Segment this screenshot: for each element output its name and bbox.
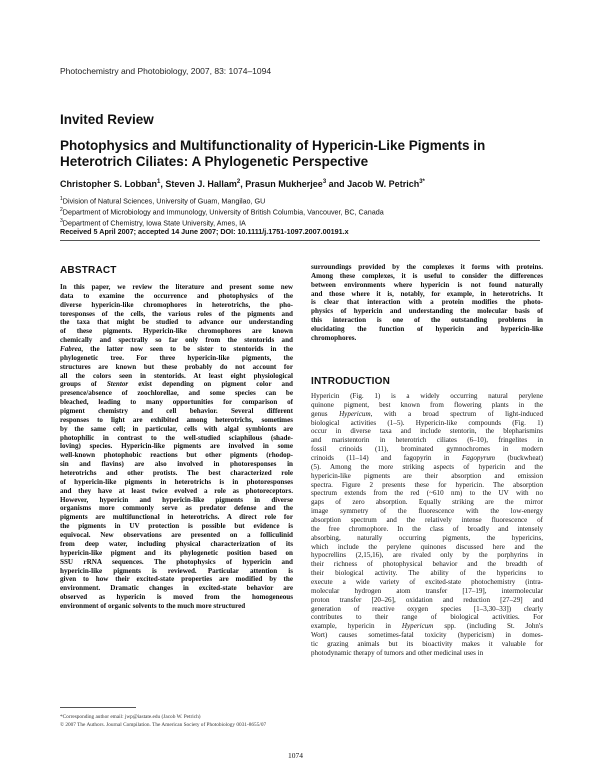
abstract-line: given to how their excited-state properties are modified by the [60, 575, 293, 584]
intro-line: gaps of zero absorption. Equally striking are the mirror [311, 498, 543, 507]
intro-line: fossil crinoids (11), brominated gymnochromes in modern [311, 445, 543, 454]
intro-line: execute a wide variety of excited-state photochemistry (intra- [311, 578, 543, 587]
intro-line: their richness of photophysical behavior and the breadth of [311, 560, 543, 569]
intro-line: image symmetry of the fluorescence with the low-energy [311, 507, 543, 516]
author-affiliation-mark: 2 [236, 179, 241, 185]
abstract-line: data to examine the occurrence and photophysics of the [60, 291, 293, 300]
abstract-line: environment of organic solvents to the much more structured [60, 601, 246, 610]
author-name: Prasun Mukherjee [245, 179, 323, 189]
paper-title: Photophysics and Multifunctionality of Hypericin-Like Pigments in Heterotrich Ciliates: A Phylogenetic Perspective [60, 138, 486, 169]
abstract-line: and they have at least twice evolved a role as photoreceptors. [60, 486, 293, 495]
abstract-heading: ABSTRACT [60, 265, 117, 276]
intro-line: and maristentorin in heterotrich ciliates (6–10), fringelites in [311, 436, 543, 445]
abstract-line: the pigments in UV protection is possible but evidence is [60, 522, 293, 531]
abstract-line: toresponses of the cells, the various roles of the pigments and [60, 309, 293, 318]
abstract-line: all the colors seen in stentorids. At least eight physiological [60, 371, 293, 380]
copyright-line: © 2007 The Authors. Journal Compilation. The American Society of Photobiology 0031-8655/07 [60, 722, 267, 728]
header-rule [60, 240, 540, 241]
abstract-line: diverse hypericin-like chromophores in heterotrichs, the pho- [60, 300, 293, 309]
abstract-line: by the same cell; in particular, cells with algal symbionts are [60, 424, 293, 433]
affiliation-text: Department of Microbiology and Immunology, University of British Columbia, Vancouver, BC, Canada [62, 207, 384, 217]
intro-line: molecular hydrogen atom transfer [17–19], intermolecular [311, 586, 543, 595]
intro-line: proton transfer [20–26], oxidation and reduction [27–29] and [311, 595, 543, 604]
intro-line: absorption spectrum and the relatively intense fluorescence of [311, 516, 543, 525]
abstract-line: heterotrichs and other protists. The best characterized role [60, 469, 293, 478]
intro-line: tic grazing animals but its bioactivity makes it valuable for [311, 640, 543, 649]
abstract-line: equivocal. New observations are presented on a folliculinid [60, 531, 293, 540]
abstract-line: bleached, leading to many opportunities for comparison of [60, 398, 293, 407]
introduction-body [311, 392, 543, 658]
affiliations [60, 195, 540, 228]
intro-line: Wort) causes sometimes-fatal toxicity (hypericism) in domes- [311, 631, 543, 640]
affiliation-mark: 2 [60, 206, 63, 213]
abstract-line: sin and flavins) are also involved in photoresponses in [60, 460, 293, 469]
abstract-line: and those where it is, notably, for example, in heterotrichs. It [311, 289, 543, 298]
abstract-line: photophilic in contrast to the well-studied sciaphilous (shade- [60, 433, 293, 442]
abstract-line: pigment chemistry and cell behavior. Several different [60, 407, 293, 416]
affiliation-text: Department of Chemistry, Iowa State University, Ames, IA [62, 218, 246, 228]
abstract-line: groups of Stentor exist depending on pigment color and [60, 380, 293, 389]
intro-line: spectrum extends from the red (~610 nm) to the UV with no [311, 489, 543, 498]
intro-line: hypocrellins (2,15,16), are rivaled only by the porphyrins in [311, 551, 543, 560]
affiliation [60, 195, 540, 206]
author-affiliation-mark: 3 [322, 179, 327, 185]
abstract-line: loving) species. Hypericin-like pigments are involved in some [60, 442, 293, 451]
abstract-line: presence/absence of zoochlorellae, and some species can be [60, 389, 293, 398]
affiliation-text: Division of Natural Sciences, University of Guam, Mangilao, GU [62, 196, 266, 206]
abstract-line: of these pigments. Hypericin-like chromophores are known [60, 327, 293, 336]
abstract-line: surroundings provided by the complexes it forms with proteins. [311, 263, 543, 271]
intro-line: biological activities (1–5). Hypericin-like compounds (Fig. 1) [311, 418, 543, 427]
intro-line: absorbing, naturally occurring pigments, the hypericins, [311, 533, 543, 542]
abstract-line: In this paper, we review the literature and present some new [60, 283, 293, 291]
intro-line: crinoids (11–14) and fagopyrin in Fagopyrum (buckwheat) [311, 454, 543, 463]
author-list: Christopher S. Lobban$^1$, Steven J. Hallam$^2$, Prasun Mukherjee$^3$ and Jacob W. Petrich$^{3*}$ [60, 179, 425, 189]
affiliation-mark: 3 [60, 217, 63, 224]
abstract-line: organisms more commonly serve as predator defense and the [60, 504, 293, 513]
abstract-line: observed as hypericin is moved from the homogeneous [60, 593, 293, 602]
abstract-line: of hypericin-like pigments in heterotrichs is in photoresponses [60, 477, 293, 486]
intro-line: genus Hypericum, with a broad spectrum of light-induced [311, 409, 543, 418]
abstract-line: structures are known but these probably do not account for [60, 362, 293, 371]
intro-line: the free chromophore. In the class of broadly and intensely [311, 524, 543, 533]
intro-line: photodynamic therapy of tumors and other medicinal uses in [311, 648, 484, 657]
abstract-line: environment. Dramatic changes in excited-state behavior are [60, 584, 293, 593]
abstract-line: well-known photophobic reactions but other pigments (rhodop- [60, 451, 293, 460]
abstract-line: elucidating the function of hypericin and hypericin-like [311, 325, 543, 334]
footnote [60, 713, 300, 729]
journal-citation: Photochemistry and Photobiology, 2007, 83: 1074–1094 [60, 66, 272, 76]
intro-line: spectra. Figure 2 presents these for hypericin. The absorption [311, 480, 543, 489]
intro-line: generation of reactive oxygen species [1–3,30–33]) clearly [311, 604, 543, 613]
abstract-line: pigments are multifunctional in heterotrichs. A direct role for [60, 513, 293, 522]
introduction-heading: INTRODUCTION [311, 376, 391, 387]
intro-line: (5). Among the more striking aspects of hypericin and the [311, 462, 543, 471]
intro-line: which include the perylene quinones discussed here and the [311, 542, 543, 551]
corresponding-author: *Corresponding author email: jwp@iastate.edu (Jacob W. Petrich) [60, 714, 201, 720]
abstract-continuation [311, 263, 543, 343]
abstract-line: chemically and spectrally so far only from the stentorids and [60, 336, 293, 345]
abstract-line: SSU rRNA sequences. The photophysics of hypericin and [60, 557, 293, 566]
intro-line: example, hypericin in Hypericum spp. (including St. John's [311, 622, 543, 631]
author-name: Jacob W. Petrich [347, 179, 420, 189]
page-number: 1074 [288, 751, 303, 760]
affiliation [60, 206, 540, 217]
author-name: Steven J. Hallam [165, 179, 237, 189]
abstract-line: this interaction is one of the outstanding problems in [311, 316, 543, 325]
author-affiliation-mark: 3* [419, 179, 425, 185]
abstract-line: hypericin-like pigment and its phylogenetic position based on [60, 548, 293, 557]
abstract-line: Among these complexes, it is useful to consider the differences [311, 271, 543, 280]
affiliation-mark: 1 [60, 196, 63, 202]
author-affiliation-mark: 1 [157, 179, 161, 185]
intro-line: hypericin-like pigments are their absorption and emission [311, 471, 543, 480]
abstract-line: the taxa that might be studied to advance our understanding [60, 318, 293, 327]
author-name: Christopher S. Lobban [60, 179, 158, 189]
intro-line: contributes to their range of biological activities. For [311, 613, 543, 622]
abstract-body [60, 283, 293, 611]
abstract-line: chromophores. [311, 333, 357, 342]
abstract-line: Fabrea, the latter now seen to be sister to stentorids in the [60, 345, 293, 354]
intro-line: quinone pigment, best known from flowering plants in the [311, 400, 543, 409]
intro-line: their biological activity. The ability of the hypericins to [311, 569, 543, 578]
abstract-line: physics of hypericin and understanding the molecular basis of [311, 307, 543, 316]
footnote-rule [60, 707, 136, 708]
intro-line: Hypericin (Fig. 1) is a widely occurring natural perylene [311, 392, 543, 400]
abstract-line: is clear that interaction with a protein modifies the photo- [311, 298, 543, 307]
abstract-line: However, hypericin and hypericin-like pigments in diverse [60, 495, 293, 504]
abstract-line: hypericin-like pigments is reviewed. Particular attention is [60, 566, 293, 575]
abstract-line: responses to light are exhibited among heterotrichs, sometimes [60, 415, 293, 424]
abstract-line: from deep water, including physical characterization of its [60, 539, 293, 548]
article-type: Invited Review [60, 112, 154, 127]
abstract-line: between environments where hypericin is not found naturally [311, 280, 543, 289]
intro-line: occur in diverse taxa and include stentorin, the blepharismins [311, 427, 543, 436]
abstract-line: phylogenetic tree. For three hypericin-like pigments, the [60, 353, 293, 362]
received-dates-doi: Received 5 April 2007; accepted 14 June 2007; DOI: 10.1111/j.1751-1097.2007.00191.x [60, 227, 349, 236]
